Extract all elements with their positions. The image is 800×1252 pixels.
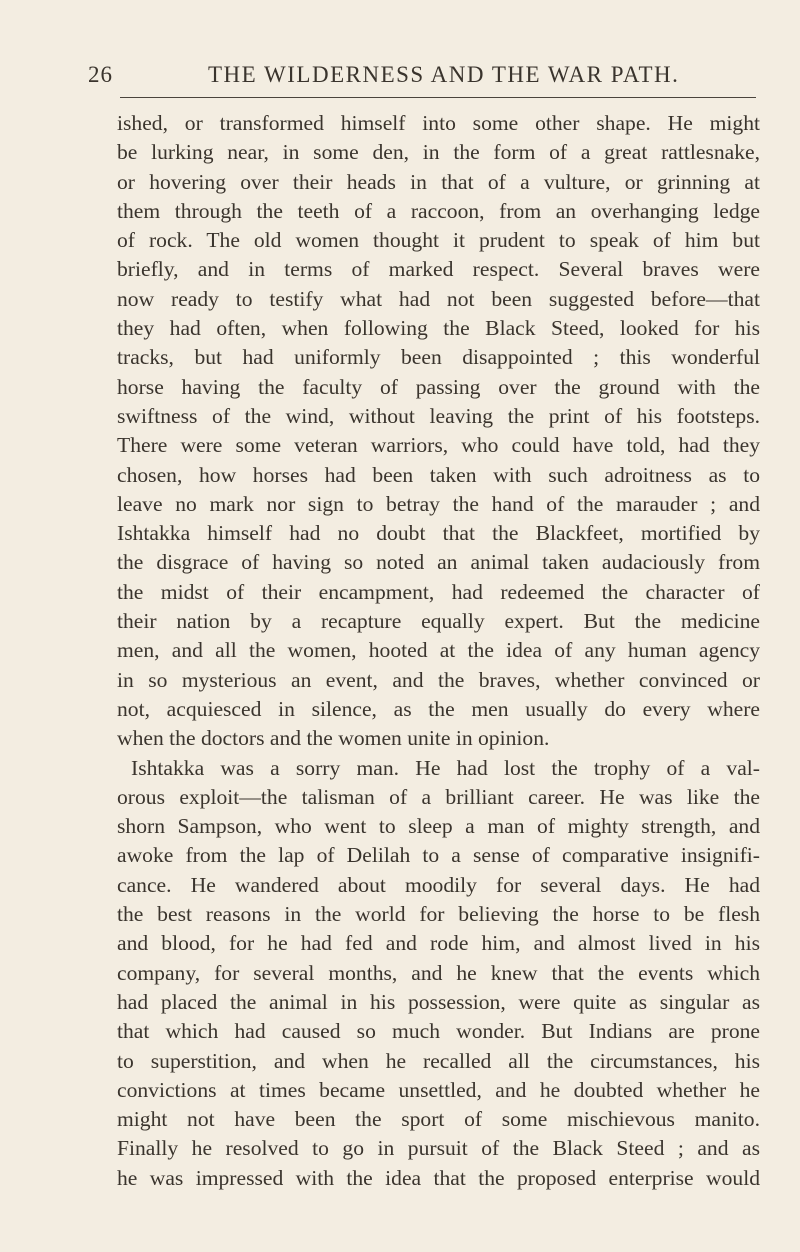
text-line: Finally he resolved to go in pursuit of the Black Steed ; and as bbox=[117, 1136, 760, 1161]
text-line: their nation by a recapture equally expert. But the medicine bbox=[117, 609, 760, 634]
text-line: leave no mark nor sign to betray the hand of the marauder ; and bbox=[117, 491, 760, 516]
text-line: Ishtakka himself had no doubt that the Blackfeet, mortified by bbox=[117, 521, 760, 546]
text-line: orous exploit—the talisman of a brilliant career. He was like the bbox=[117, 784, 760, 809]
running-title: THE WILDERNESS AND THE WAR PATH. bbox=[208, 62, 680, 87]
text-line: he was impressed with the idea that the proposed enterprise would bbox=[117, 1165, 760, 1190]
text-line: not, acquiesced in silence, as the men usually do every where bbox=[117, 696, 760, 721]
text-line: chosen, how horses had been taken with such adroitness as to bbox=[117, 462, 760, 487]
text-line: company, for several months, and he knew that the events which bbox=[117, 960, 760, 985]
body-text bbox=[117, 109, 760, 1193]
running-head bbox=[88, 62, 758, 92]
text-line: swiftness of the wind, without leaving the print of his footsteps. bbox=[117, 403, 760, 428]
text-line: in so mysterious an event, and the braves, whether convinced or bbox=[117, 667, 760, 692]
text-line: the midst of their encampment, had redeemed the character of bbox=[117, 579, 760, 604]
text-line: be lurking near, in some den, in the form of a great rattlesnake, bbox=[117, 140, 760, 165]
text-line: awoke from the lap of Delilah to a sense of comparative insignifi- bbox=[117, 843, 760, 868]
header-rule bbox=[120, 97, 756, 98]
text-line: convictions at times became unsettled, and he doubted whether he bbox=[117, 1077, 760, 1102]
text-line: ished, or transformed himself into some other shape. He might bbox=[117, 111, 760, 135]
text-line: horse having the faculty of passing over the ground with the bbox=[117, 374, 760, 399]
text-line: or hovering over their heads in that of a vulture, or grinning at bbox=[117, 169, 760, 194]
text-line: shorn Sampson, who went to sleep a man of mighty strength, and bbox=[117, 814, 760, 839]
text-line: had placed the animal in his possession, were quite as singular as bbox=[117, 989, 760, 1014]
text-line: the disgrace of having so noted an animal taken audaciously from bbox=[117, 550, 760, 575]
text-line: they had often, when following the Black Steed, looked for his bbox=[117, 316, 760, 341]
paragraph-start-line: Ishtakka was a sorry man. He had lost the trophy of a val- bbox=[131, 755, 760, 780]
text-line: briefly, and in terms of marked respect. Several braves were bbox=[117, 257, 760, 282]
text-line: tracks, but had uniformly been disappointed ; this wonderful bbox=[117, 345, 760, 370]
text-line: men, and all the women, hooted at the idea of any human agency bbox=[117, 638, 760, 663]
paragraph-end-line: when the doctors and the women unite in opinion. bbox=[117, 726, 550, 751]
text-line: to superstition, and when he recalled all the circumstances, his bbox=[117, 1048, 760, 1073]
text-line: now ready to testify what had not been suggested before—that bbox=[117, 286, 760, 311]
text-line: There were some veteran warriors, who could have told, had they bbox=[117, 433, 760, 458]
page-number: 26 bbox=[88, 62, 113, 87]
text-line: cance. He wandered about moodily for several days. He had bbox=[117, 872, 760, 897]
text-line: them through the teeth of a raccoon, from an overhanging ledge bbox=[117, 198, 760, 223]
text-line: and blood, for he had fed and rode him, and almost lived in his bbox=[117, 931, 760, 956]
text-line: might not have been the sport of some mischievous manito. bbox=[117, 1107, 760, 1132]
text-line: the best reasons in the world for believing the horse to be flesh bbox=[117, 902, 760, 927]
text-line: of rock. The old women thought it prudent to speak of him but bbox=[117, 228, 760, 253]
text-line: that which had caused so much wonder. But Indians are prone bbox=[117, 1019, 760, 1044]
